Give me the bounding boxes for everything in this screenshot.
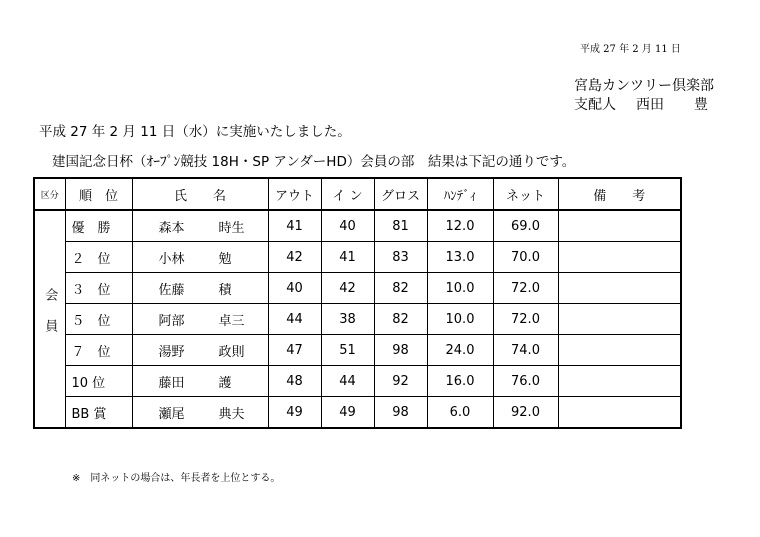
net-cell: 76.0 xyxy=(493,366,558,397)
remarks-cell xyxy=(558,242,681,273)
handicap-cell: 24.0 xyxy=(427,335,493,366)
given-name: 積 xyxy=(218,282,232,298)
remarks-cell xyxy=(558,210,681,242)
net-cell: 69.0 xyxy=(493,210,558,242)
name-cell xyxy=(132,210,268,242)
header-category: 区分 xyxy=(34,178,65,210)
out-cell: 47 xyxy=(268,335,321,366)
gross-cell: 82 xyxy=(374,273,427,304)
header-handicap: ﾊﾝﾃﾞｨ xyxy=(427,178,493,210)
table-row xyxy=(34,273,681,304)
gross-cell: 98 xyxy=(374,397,427,429)
handicap-cell: 6.0 xyxy=(427,397,493,429)
gross-cell: 83 xyxy=(374,242,427,273)
name-cell xyxy=(132,397,268,429)
intro-text: 平成 27 年 2 月 11 日（水）に実施いたしました。 xyxy=(39,124,351,140)
name-cell xyxy=(132,242,268,273)
in-cell: 41 xyxy=(321,242,374,273)
net-cell: 72.0 xyxy=(493,273,558,304)
family-name: 湯野 xyxy=(158,344,185,360)
name-cell xyxy=(132,273,268,304)
table-row xyxy=(34,210,681,242)
rank-cell: ２ 位 xyxy=(65,242,132,273)
document-date: 平成 27 年 2 月 11 日 xyxy=(580,44,681,55)
in-cell: 40 xyxy=(321,210,374,242)
manager-line xyxy=(574,94,708,114)
table-row xyxy=(34,335,681,366)
rank-cell: 優 勝 xyxy=(65,210,132,242)
table-row xyxy=(34,397,681,429)
out-cell: 49 xyxy=(268,397,321,429)
manager-given-name: 豊 xyxy=(694,97,708,113)
category-cell: 会員 xyxy=(34,210,65,428)
in-cell: 42 xyxy=(321,273,374,304)
given-name: 護 xyxy=(218,375,232,391)
rank-cell: BB 賞 xyxy=(65,397,132,429)
rank-cell: 10 位 xyxy=(65,366,132,397)
table-header-row xyxy=(34,178,681,210)
given-name: 勉 xyxy=(218,251,232,267)
given-name: 政則 xyxy=(218,344,245,360)
out-cell: 44 xyxy=(268,304,321,335)
out-cell: 41 xyxy=(268,210,321,242)
club-name: 宮島カンツリー倶楽部 xyxy=(574,78,714,94)
out-cell: 40 xyxy=(268,273,321,304)
rank-cell: ７ 位 xyxy=(65,335,132,366)
remarks-cell xyxy=(558,397,681,429)
table-row xyxy=(34,366,681,397)
footnote: ※ 同ネットの場合は、年長者を上位とする。 xyxy=(72,473,281,484)
header-name: 氏 名 xyxy=(132,178,268,210)
out-cell: 48 xyxy=(268,366,321,397)
remarks-cell xyxy=(558,273,681,304)
header-in: イ ン xyxy=(321,178,374,210)
family-name: 藤田 xyxy=(158,375,185,391)
family-name: 佐藤 xyxy=(158,282,185,298)
remarks-cell xyxy=(558,304,681,335)
net-cell: 92.0 xyxy=(493,397,558,429)
results-table xyxy=(33,177,682,429)
handicap-cell: 12.0 xyxy=(427,210,493,242)
in-cell: 44 xyxy=(321,366,374,397)
results-subtitle: 建国記念日杯（ｵｰﾌﾟﾝ競技 18H・SP アンダーHD）会員の部 結果は下記の通りです。 xyxy=(52,154,576,170)
in-cell: 49 xyxy=(321,397,374,429)
given-name: 時生 xyxy=(218,220,245,236)
header-remarks: 備 考 xyxy=(558,178,681,210)
handicap-cell: 10.0 xyxy=(427,273,493,304)
gross-cell: 92 xyxy=(374,366,427,397)
table-row xyxy=(34,242,681,273)
handicap-cell: 10.0 xyxy=(427,304,493,335)
rank-cell: ５ 位 xyxy=(65,304,132,335)
given-name: 典夫 xyxy=(218,406,245,422)
family-name: 阿部 xyxy=(158,313,185,329)
name-cell xyxy=(132,304,268,335)
gross-cell: 81 xyxy=(374,210,427,242)
gross-cell: 82 xyxy=(374,304,427,335)
handicap-cell: 16.0 xyxy=(427,366,493,397)
given-name: 卓三 xyxy=(218,313,245,329)
manager-title: 支配人 xyxy=(574,97,616,113)
handicap-cell: 13.0 xyxy=(427,242,493,273)
header-out: アウト xyxy=(268,178,321,210)
header-net: ネット xyxy=(493,178,558,210)
family-name: 森本 xyxy=(158,220,185,236)
in-cell: 38 xyxy=(321,304,374,335)
family-name: 小林 xyxy=(158,251,185,267)
in-cell: 51 xyxy=(321,335,374,366)
header-gross: グロス xyxy=(374,178,427,210)
name-cell xyxy=(132,335,268,366)
remarks-cell xyxy=(558,366,681,397)
gross-cell: 98 xyxy=(374,335,427,366)
rank-cell: ３ 位 xyxy=(65,273,132,304)
net-cell: 70.0 xyxy=(493,242,558,273)
family-name: 瀬尾 xyxy=(158,406,185,422)
remarks-cell xyxy=(558,335,681,366)
table-row xyxy=(34,304,681,335)
out-cell: 42 xyxy=(268,242,321,273)
name-cell xyxy=(132,366,268,397)
manager-family-name: 西田 xyxy=(636,97,664,113)
net-cell: 72.0 xyxy=(493,304,558,335)
header-rank: 順 位 xyxy=(65,178,132,210)
net-cell: 74.0 xyxy=(493,335,558,366)
